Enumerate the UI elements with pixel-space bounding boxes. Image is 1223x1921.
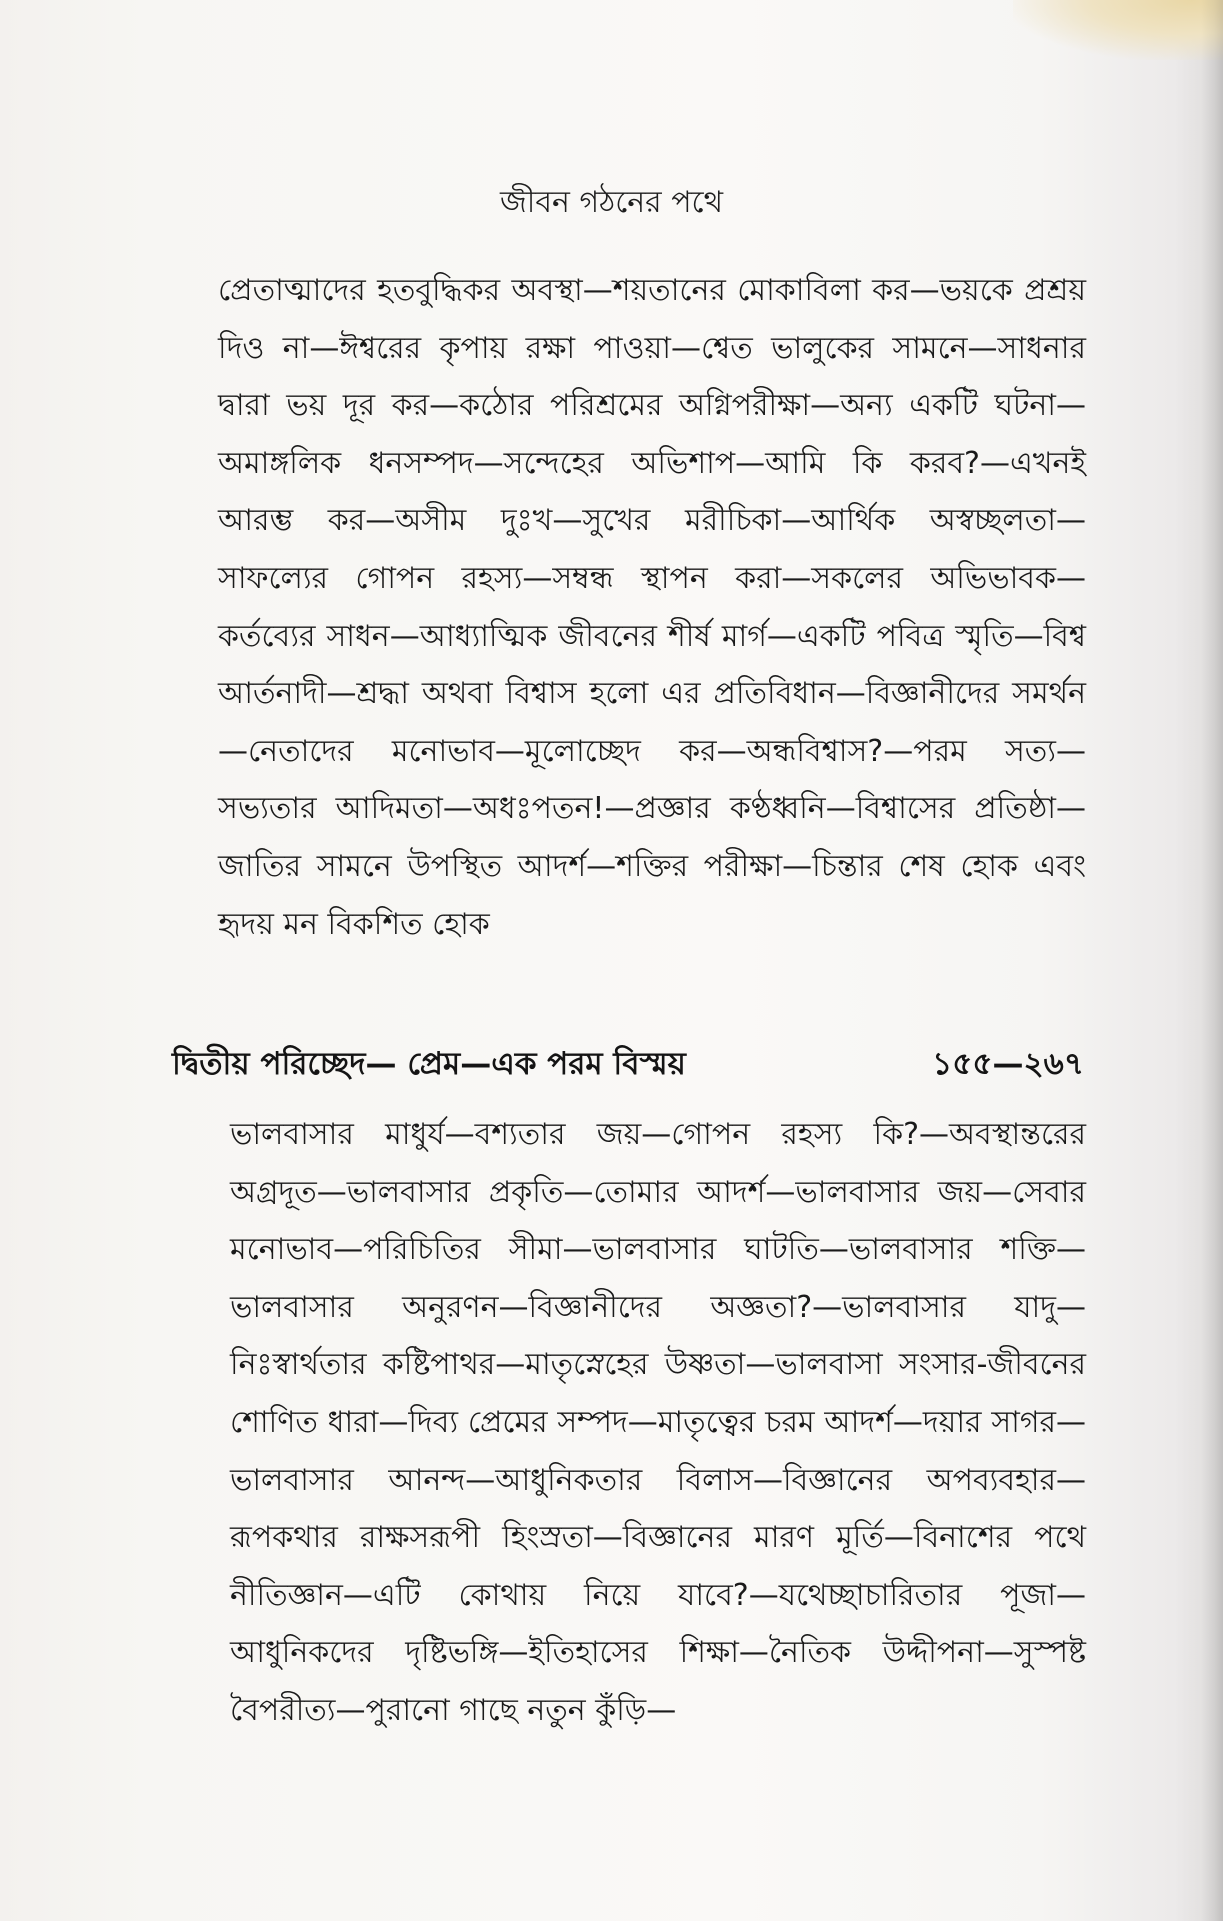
page-edge-shadow (1201, 0, 1223, 1921)
page-corner-stain (1013, 0, 1223, 60)
chapter-title: দ্বিতীয় পরিচ্ছেদ— প্রেম—এক পরম বিস্ময় (172, 1046, 686, 1082)
contents-paragraph-1: প্রেতাত্মাদের হতবুদ্ধিকর অবস্থা—শয়তানের মোকাবিলা কর—ভয়কে প্রশ্রয় দিও না—ঈশ্বরের কৃপায় রক্ষা পাওয়া—শ্বেত ভালুকের সামনে—সাধনার দ্বারা ভয় দূর কর—কঠোর পরিশ্রমের অগ্নিপরীক্ষা—অন্য একটি ঘটনা—অমাঙ্গলিক ধনসম্পদ—সন্দেহের অভিশাপ—আমি কি করব?—এখনই আরম্ভ কর—অসীম দুঃখ—সুখের মরীচিকা—আর্থিক অস্বচ্ছলতা—সাফল্যের গোপন রহস্য—সম্বন্ধ স্থাপন করা—সকলের অভিভাবক—কর্তব্যের সাধন—আধ্যাত্মিক জীবনের শীর্ষ মার্গ—একটি পবিত্র স্মৃতি—বিশ্ব আর্তনাদী—শ্রদ্ধা অথবা বিশ্বাস হলো এর প্রতিবিধান—বিজ্ঞানীদের সমর্থন—নেতাদের মনোভাব—মূলোচ্ছেদ কর—অন্ধবিশ্বাস?—পরম সত্য—সভ্যতার আদিমতা—অধঃপতন!—প্রজ্ঞার কণ্ঠধ্বনি—বিশ্বাসের প্রতিষ্ঠা—জাতির সামনে উপস্থিত আদর্শ—শক্তির পরীক্ষা—চিন্তার শেষ হোক এবং হৃদয় মন বিকশিত হোক (218, 273, 1086, 942)
contents-paragraph-2: ভালবাসার মাধুর্য—বশ্যতার জয়—গোপন রহস্য কি?—অবস্থান্তরের অগ্রদূত—ভালবাসার প্রকৃতি—তোমার আদর্শ—ভালবাসার জয়—সেবার মনোভাব—পরিচিতির সীমা—ভালবাসার ঘাটতি—ভালবাসার শক্তি—ভালবাসার অনুরণন—বিজ্ঞানীদের অজ্ঞতা?—ভালবাসার যাদু—নিঃস্বার্থতার কষ্টিপাথর—মাতৃস্নেহের উষ্ণতা—ভালবাসা সংসার-জীবনের শোণিত ধারা—দিব্য প্রেমের সম্পদ—মাতৃত্বের চরম আদর্শ—দয়ার সাগর—ভালবাসার আনন্দ—আধুনিকতার বিলাস—বিজ্ঞানের অপব্যবহার—রূপকথার রাক্ষসরূপী হিংস্রতা—বিজ্ঞানের মারণ মূর্তি—বিনাশের পথে নীতিজ্ঞান—এটি কোথায় নিয়ে যাবে?—যথেচ্ছাচারিতার পূজা—আধুনিকদের দৃষ্টিভঙ্গি—ইতিহাসের শিক্ষা—নৈতিক উদ্দীপনা—সুস্পষ্ট বৈপরীত্য—পুরানো গাছে নতুন কুঁড়ি— (230, 1117, 1086, 1728)
chapter-page-range: ১৫৫—২৬৭ (932, 1046, 1084, 1082)
running-head: জীবন গঠনের পথে (499, 185, 724, 220)
chapter-heading (172, 1040, 1084, 1084)
